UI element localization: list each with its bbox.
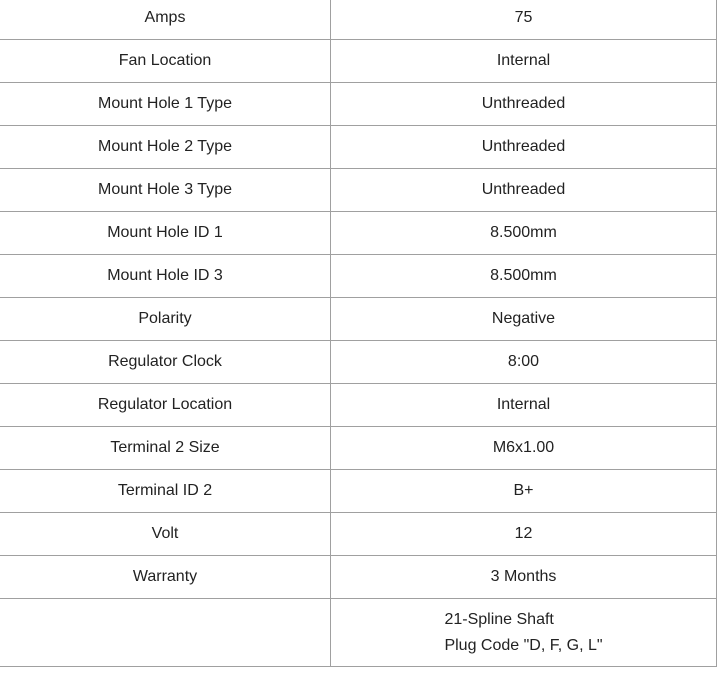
spec-value: 3 Months — [331, 556, 717, 599]
spec-label: Terminal 2 Size — [0, 427, 331, 470]
spec-row-amps — [0, 0, 717, 40]
spec-label: Mount Hole 1 Type — [0, 83, 331, 126]
spec-value: Unthreaded — [331, 83, 717, 126]
spec-row-mount-hole-id-1 — [0, 212, 717, 255]
spec-label: Volt — [0, 513, 331, 556]
notes-lines — [444, 607, 602, 659]
spec-value: Negative — [331, 298, 717, 341]
spec-label: Regulator Clock — [0, 341, 331, 384]
spec-value: Unthreaded — [331, 126, 717, 169]
spec-label: Regulator Location — [0, 384, 331, 427]
note-line: 21-Spline Shaft — [444, 610, 554, 628]
spec-row-mount-hole-2-type — [0, 126, 717, 169]
spec-row-terminal-2-size — [0, 427, 717, 470]
spec-value: 12 — [331, 513, 717, 556]
spec-row-warranty — [0, 556, 717, 599]
spec-label: Mount Hole ID 1 — [0, 212, 331, 255]
spec-label: Amps — [0, 0, 331, 40]
spec-row-polarity — [0, 298, 717, 341]
spec-label: Mount Hole ID 3 — [0, 255, 331, 298]
spec-value: Internal — [331, 40, 717, 83]
spec-value: 8.500mm — [331, 255, 717, 298]
spec-row-mount-hole-3-type — [0, 169, 717, 212]
spec-label: Mount Hole 3 Type — [0, 169, 331, 212]
spec-row-volt — [0, 513, 717, 556]
spec-label: Warranty — [0, 556, 331, 599]
spec-row-mount-hole-1-type — [0, 83, 717, 126]
spec-row-mount-hole-id-3 — [0, 255, 717, 298]
spec-row-regulator-location — [0, 384, 717, 427]
spec-value: 8.500mm — [331, 212, 717, 255]
spec-row-terminal-id-2 — [0, 470, 717, 513]
spec-value: 8:00 — [331, 341, 717, 384]
spec-label: Fan Location — [0, 40, 331, 83]
spec-row-notes — [0, 599, 717, 667]
spec-label: Terminal ID 2 — [0, 470, 331, 513]
spec-label: Polarity — [0, 298, 331, 341]
spec-label: Mount Hole 2 Type — [0, 126, 331, 169]
spec-value: Unthreaded — [331, 169, 717, 212]
spec-value: 75 — [331, 0, 717, 40]
spec-row-fan-location — [0, 40, 717, 83]
spec-value: Internal — [331, 384, 717, 427]
spec-value: M6x1.00 — [331, 427, 717, 470]
spec-value: B+ — [331, 470, 717, 513]
spec-row-regulator-clock — [0, 341, 717, 384]
notes-label — [0, 599, 331, 667]
note-line: Plug Code "D, F, G, L" — [444, 636, 603, 654]
notes-value — [331, 599, 717, 667]
